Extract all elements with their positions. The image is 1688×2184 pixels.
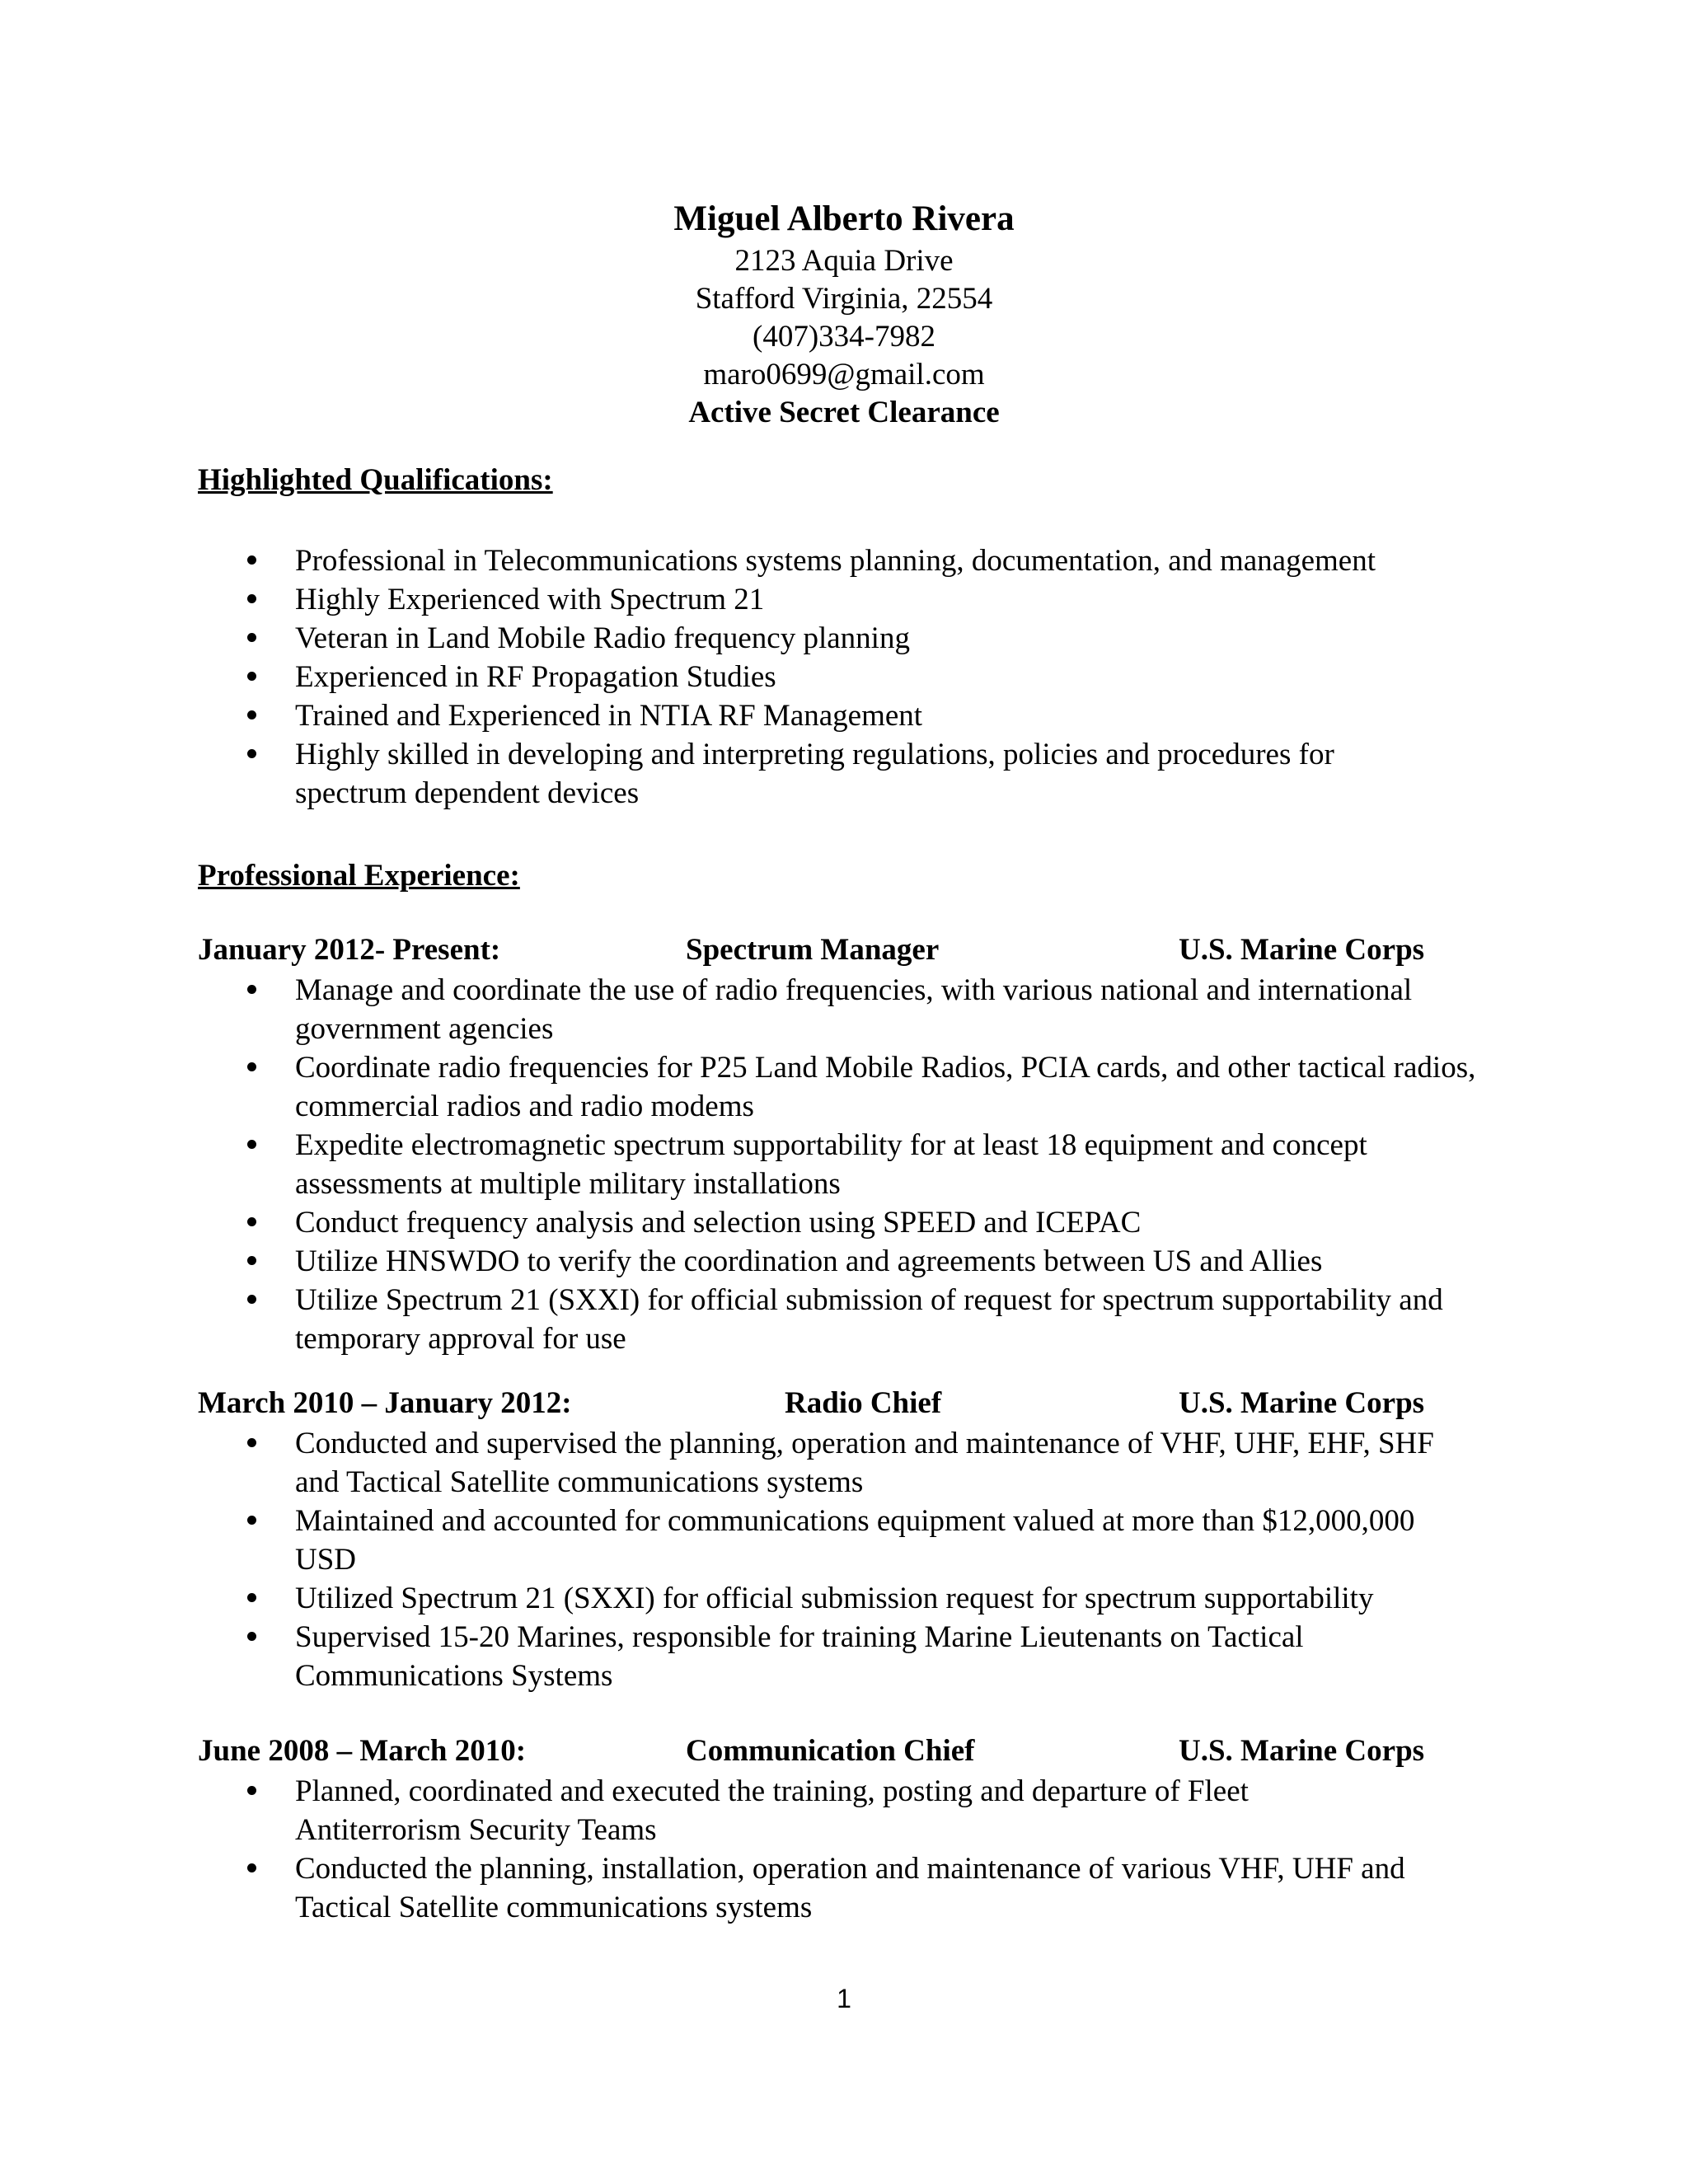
list-item [247, 1203, 1484, 1242]
bullet-icon [247, 710, 256, 719]
list-item-text: Utilized Spectrum 21 (SXXI) for official submission request for spectrum supportability [295, 1582, 1374, 1615]
job-title: Communication Chief [686, 1734, 975, 1768]
job-dates: March 2010 – January 2012: [198, 1386, 572, 1420]
bullet-icon [247, 594, 256, 603]
bullet-icon [247, 1786, 256, 1795]
list-item-text: Conducted and supervised the planning, operation and maintenance of VHF, UHF, EHF, SHF and Tactical Satellite communications systems [295, 1427, 1434, 1499]
bullet-icon [247, 985, 256, 994]
list-item-text: Trained and Experienced in NTIA RF Management [295, 699, 923, 733]
list-item [247, 1502, 1416, 1579]
bullet-icon [247, 1062, 256, 1071]
bullet-icon [247, 1632, 256, 1641]
bullet-icon [247, 1256, 256, 1265]
qualifications-heading: Highlighted Qualifications: [198, 463, 553, 497]
job-header-row [198, 1732, 1451, 1770]
list-item [247, 971, 1416, 1048]
email-address: maro0699@gmail.com [703, 358, 985, 391]
bullet-icon [247, 633, 256, 642]
list-item [247, 541, 1484, 580]
phone-number: (407)334-7982 [753, 320, 935, 354]
address-line-2: Stafford Virginia, 22554 [695, 282, 993, 316]
list-item [247, 1242, 1484, 1281]
experience-heading: Professional Experience: [198, 859, 520, 893]
job-organization: U.S. Marine Corps [1179, 933, 1425, 967]
bullet-icon [247, 1593, 256, 1602]
list-item-text: Supervised 15-20 Marines, responsible for training Marine Lieutenants on Tactical Communications Systems [295, 1620, 1304, 1693]
list-item-text: Conducted the planning, installation, operation and maintenance of various VHF, UHF and Tactical Satellite communications systems [295, 1852, 1405, 1924]
list-item-text: Coordinate radio frequencies for P25 Land Mobile Radios, PCIA cards, and other tactical radios, commercial radios and radio modems [295, 1051, 1476, 1123]
job-duties-list [247, 971, 1484, 1358]
bullet-icon [247, 1438, 256, 1447]
address-line-1: 2123 Aquia Drive [734, 244, 954, 278]
bullet-icon [247, 1217, 256, 1226]
list-item [247, 735, 1441, 813]
list-item [247, 1048, 1484, 1126]
qualifications-list [247, 541, 1484, 813]
list-item [247, 696, 1484, 735]
list-item-text: Utilize Spectrum 21 (SXXI) for official submission of request for spectrum supportability and temporary approval for use [295, 1283, 1443, 1356]
list-item-text: Maintained and accounted for communications equipment valued at more than $12,000,000 USD [295, 1504, 1415, 1577]
bullet-icon [247, 555, 256, 565]
list-item-text: Experienced in RF Propagation Studies [295, 660, 776, 694]
page-number: 1 [837, 1984, 851, 2013]
bullet-icon [247, 1516, 256, 1525]
applicant-name: Miguel Alberto Rivera [673, 199, 1015, 238]
list-item [247, 619, 1484, 658]
list-item [247, 1281, 1484, 1358]
list-item [247, 1424, 1484, 1502]
list-item-text: Professional in Telecommunications systems planning, documentation, and management [295, 544, 1376, 578]
job-duties-list [247, 1424, 1484, 1695]
list-item-text: Highly skilled in developing and interpreting regulations, policies and procedures for spectrum dependent devices [295, 738, 1334, 810]
list-item-text: Conduct frequency analysis and selection using SPEED and ICEPAC [295, 1206, 1142, 1240]
list-item [247, 580, 1484, 619]
list-item-text: Planned, coordinated and executed the training, posting and departure of Fleet Antiterrorism Security Teams [295, 1774, 1249, 1847]
list-item [247, 1579, 1484, 1618]
bullet-icon [247, 749, 256, 758]
list-item [247, 1618, 1416, 1695]
job-title: Spectrum Manager [686, 933, 940, 967]
list-item [247, 1772, 1416, 1849]
job-duties-list [247, 1772, 1484, 1927]
bullet-icon [247, 1863, 256, 1872]
list-item-text: Manage and coordinate the use of radio frequencies, with various national and international government agencies [295, 973, 1413, 1046]
bullet-icon [247, 1295, 256, 1304]
job-header-row [198, 1385, 1451, 1422]
job-title: Radio Chief [785, 1386, 942, 1420]
bullet-icon [247, 672, 256, 681]
list-item-text: Highly Experienced with Spectrum 21 [295, 583, 765, 616]
resume-header [0, 196, 1688, 432]
job-dates: January 2012- Present: [198, 933, 501, 967]
list-item [247, 658, 1484, 696]
list-item-text: Veteran in Land Mobile Radio frequency planning [295, 621, 910, 655]
list-item-text: Utilize HNSWDO to verify the coordination and agreements between US and Allies [295, 1244, 1323, 1278]
job-header-row [198, 931, 1451, 969]
job-organization: U.S. Marine Corps [1179, 1386, 1425, 1420]
list-item-text: Expedite electromagnetic spectrum supportability for at least 18 equipment and concept assessments at multiple military installations [295, 1128, 1367, 1201]
clearance-status: Active Secret Clearance [688, 396, 1000, 429]
job-organization: U.S. Marine Corps [1179, 1734, 1425, 1768]
list-item [247, 1126, 1484, 1203]
bullet-icon [247, 1140, 256, 1149]
list-item [247, 1849, 1465, 1927]
job-dates: June 2008 – March 2010: [198, 1734, 527, 1768]
